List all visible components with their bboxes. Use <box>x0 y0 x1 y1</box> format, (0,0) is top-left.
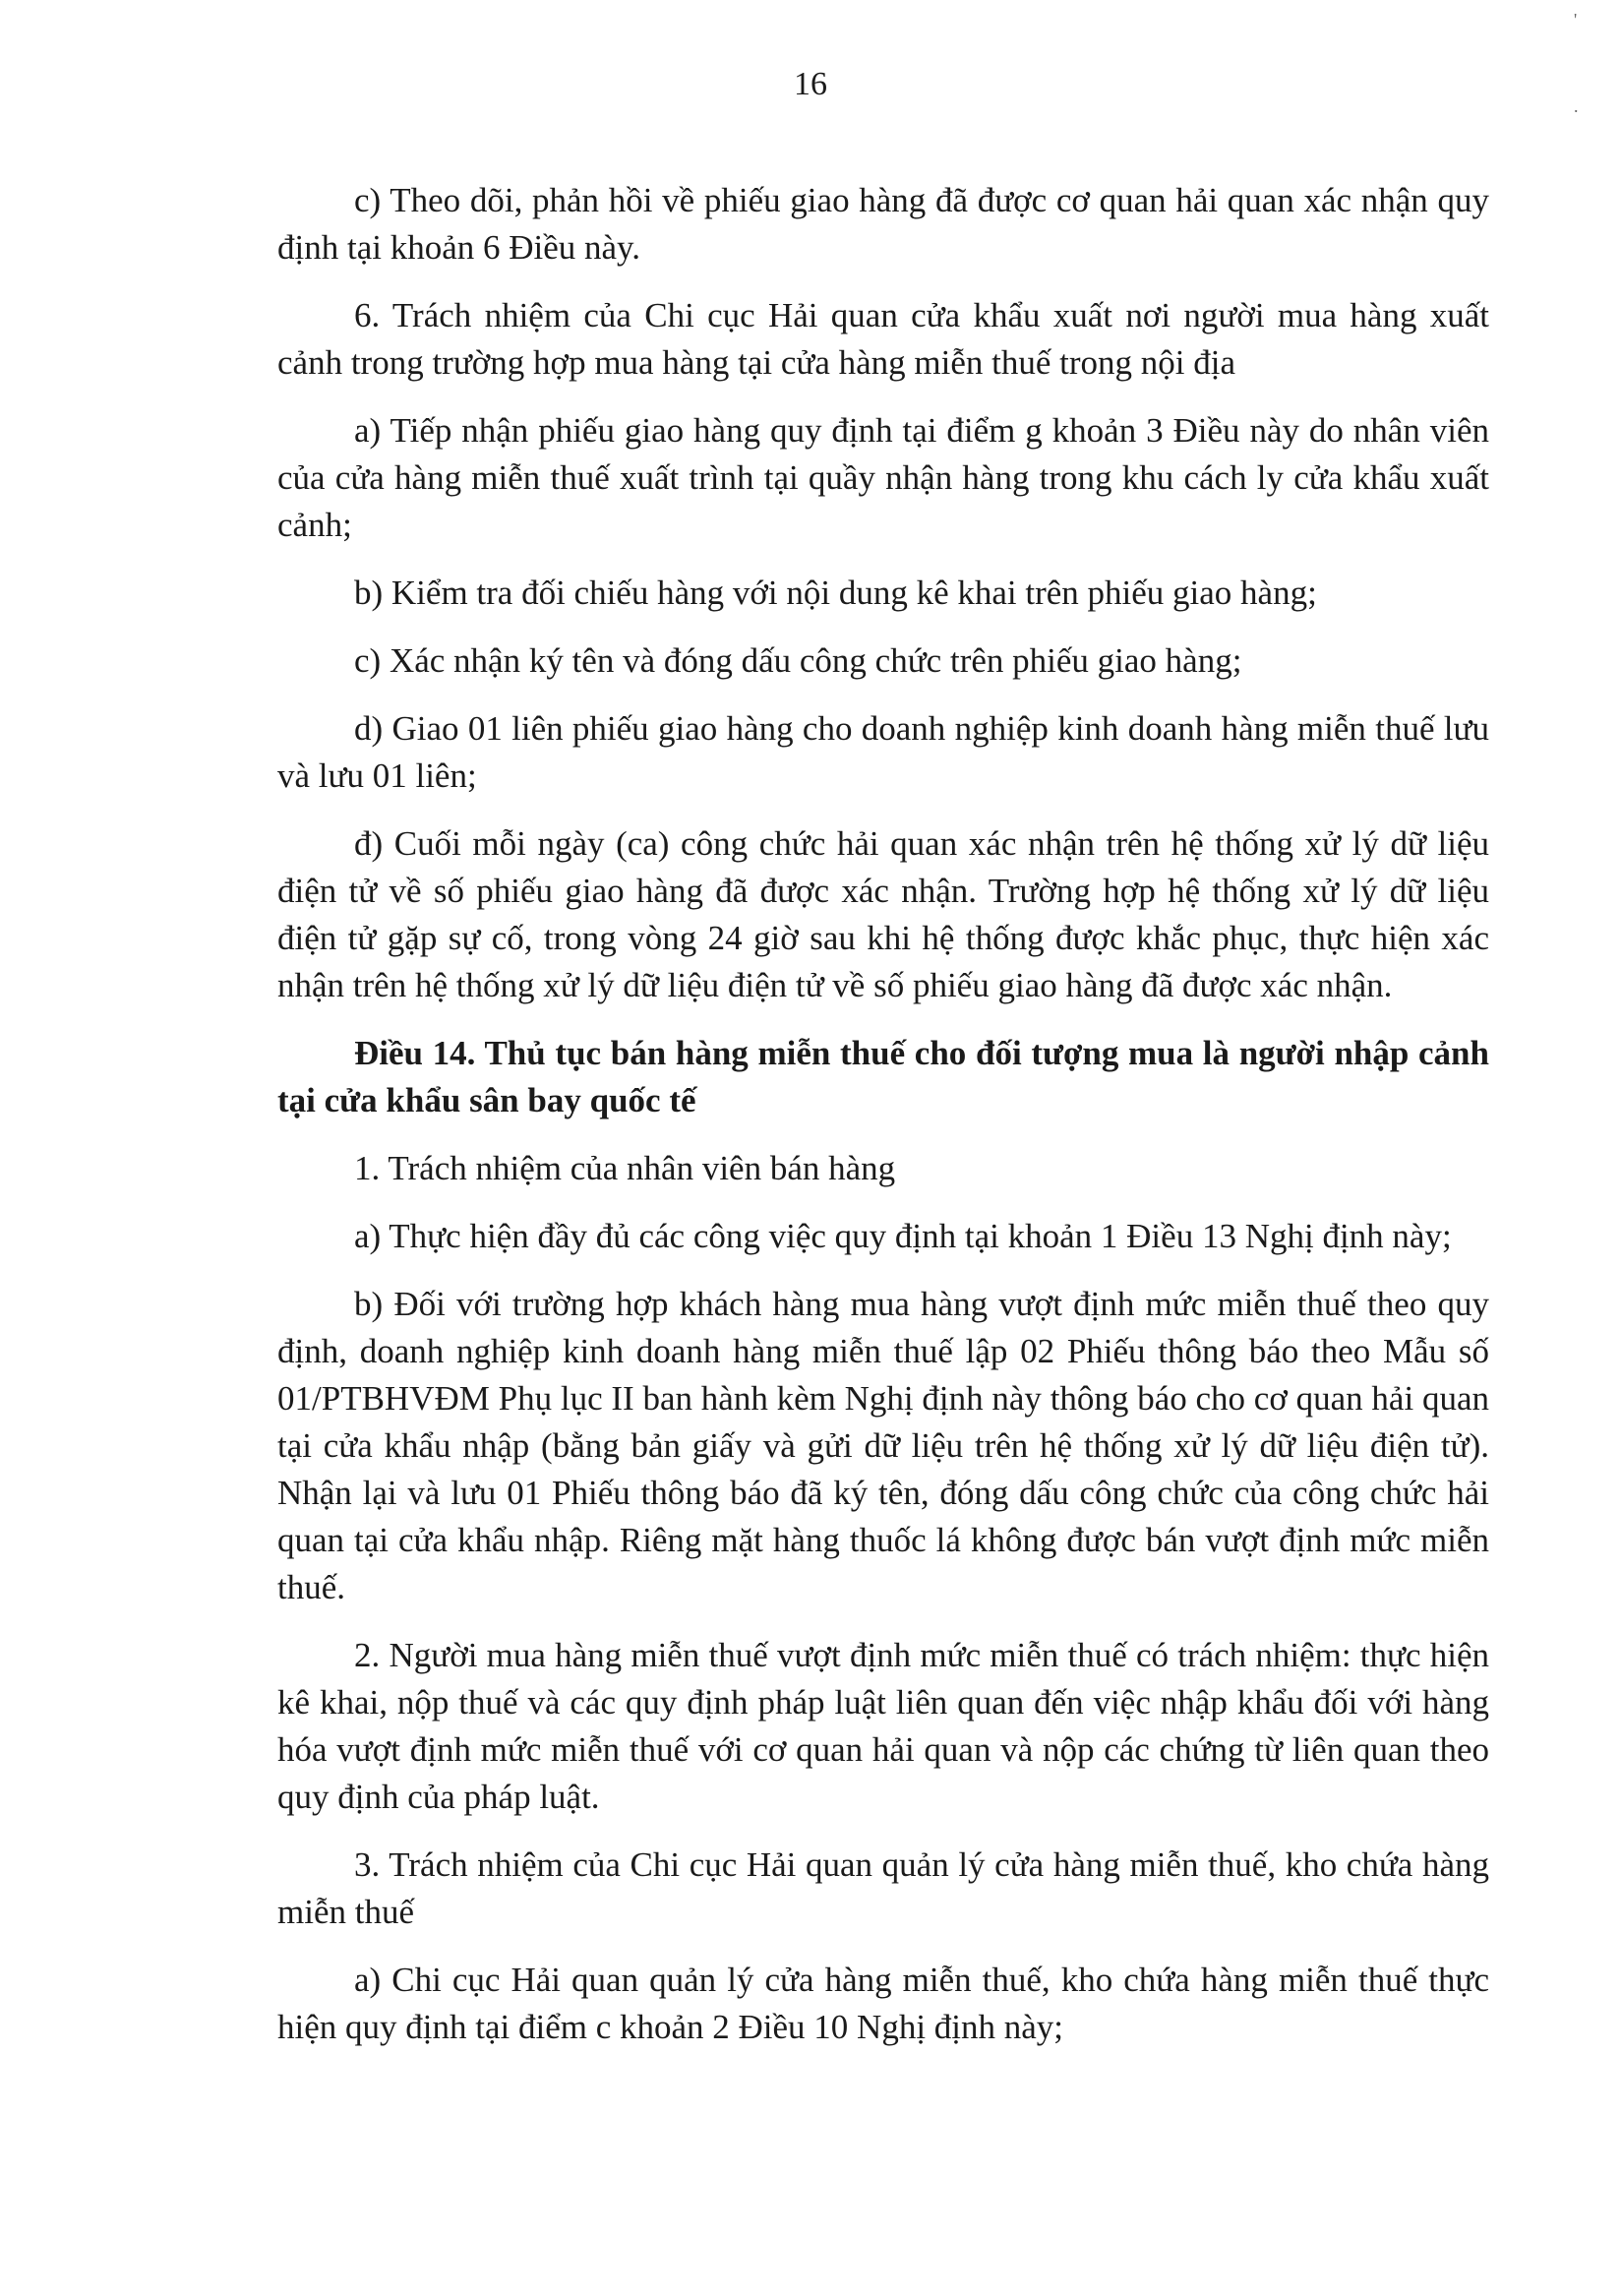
paragraph-6a: a) Tiếp nhận phiếu giao hàng quy định tại điểm g khoản 3 Điều này do nhân viên của cửa hàng miễn thuế xuất trình tại quầy nhận hàng trong khu cách ly cửa khẩu xuất cảnh; <box>277 411 1489 544</box>
paragraph-14-1a: a) Thực hiện đầy đủ các công việc quy định tại khoản 1 Điều 13 Nghị định này; <box>354 1217 1452 1255</box>
paragraph-6b: b) Kiểm tra đối chiếu hàng với nội dung kê khai trên phiếu giao hàng; <box>354 574 1317 612</box>
scan-mark: ' <box>1574 10 1578 30</box>
paragraph-6d: d) Giao 01 liên phiếu giao hàng cho doanh nghiệp kinh doanh hàng miễn thuế lưu và lưu 01 liên; <box>277 709 1489 795</box>
page-number: 16 <box>794 66 827 102</box>
paragraph-14-1: 1. Trách nhiệm của nhân viên bán hàng <box>354 1149 896 1187</box>
scan-mark: . <box>1574 96 1579 116</box>
paragraph-6c: c) Xác nhận ký tên và đóng dấu công chức trên phiếu giao hàng; <box>354 641 1242 680</box>
paragraph-14-3a: a) Chi cục Hải quan quản lý cửa hàng miễn thuế, kho chứa hàng miễn thuế thực hiện quy định tại điểm c khoản 2 Điều 10 Nghị định này; <box>277 1961 1489 2046</box>
paragraph-6: 6. Trách nhiệm của Chi cục Hải quan cửa khẩu xuất nơi người mua hàng xuất cảnh trong trường hợp mua hàng tại cửa hàng miễn thuế trong nội địa <box>277 296 1489 382</box>
paragraph-5c: c) Theo dõi, phản hồi về phiếu giao hàng đã được cơ quan hải quan xác nhận quy định tại khoản 6 Điều này. <box>277 181 1489 267</box>
article-14-heading: Điều 14. Thủ tục bán hàng miễn thuế cho đối tượng mua là người nhập cảnh tại cửa khẩu sân bay quốc tế <box>277 1034 1489 1119</box>
paragraph-14-2: 2. Người mua hàng miễn thuế vượt định mức miễn thuế có trách nhiệm: thực hiện kê khai, nộp thuế và các quy định pháp luật liên quan đến việc nhập khẩu đối với hàng hóa vượt định mức miễn thuế với cơ quan hải quan và nộp các chứng từ liên quan theo quy định của pháp luật. <box>277 1636 1489 1816</box>
paragraph-6dd: đ) Cuối mỗi ngày (ca) công chức hải quan xác nhận trên hệ thống xử lý dữ liệu điện tử về số phiếu giao hàng đã được xác nhận. Trường hợp hệ thống xử lý dữ liệu điện tử gặp sự cố, trong vòng 24 giờ sau khi hệ thống được khắc phục, thực hiện xác nhận trên hệ thống xử lý dữ liệu điện tử về số phiếu giao hàng đã được xác nhận. <box>277 824 1489 1004</box>
paragraph-14-3: 3. Trách nhiệm của Chi cục Hải quan quản lý cửa hàng miễn thuế, kho chứa hàng miễn thuế <box>277 1845 1489 1931</box>
document-body <box>277 177 1489 2072</box>
paragraph-14-1b: b) Đối với trường hợp khách hàng mua hàng vượt định mức miễn thuế theo quy định, doanh nghiệp kinh doanh hàng miễn thuế lập 02 Phiếu thông báo theo Mẫu số 01/PTBHVĐM Phụ lục II ban hành kèm Nghị định này thông báo cho cơ quan hải quan tại cửa khẩu nhập (bằng bản giấy và gửi dữ liệu trên hệ thống xử lý dữ liệu điện tử). Nhận lại và lưu 01 Phiếu thông báo đã ký tên, đóng dấu công chức của công chức hải quan tại cửa khẩu nhập. Riêng mặt hàng thuốc lá không được bán vượt định mức miễn thuế. <box>277 1285 1489 1606</box>
